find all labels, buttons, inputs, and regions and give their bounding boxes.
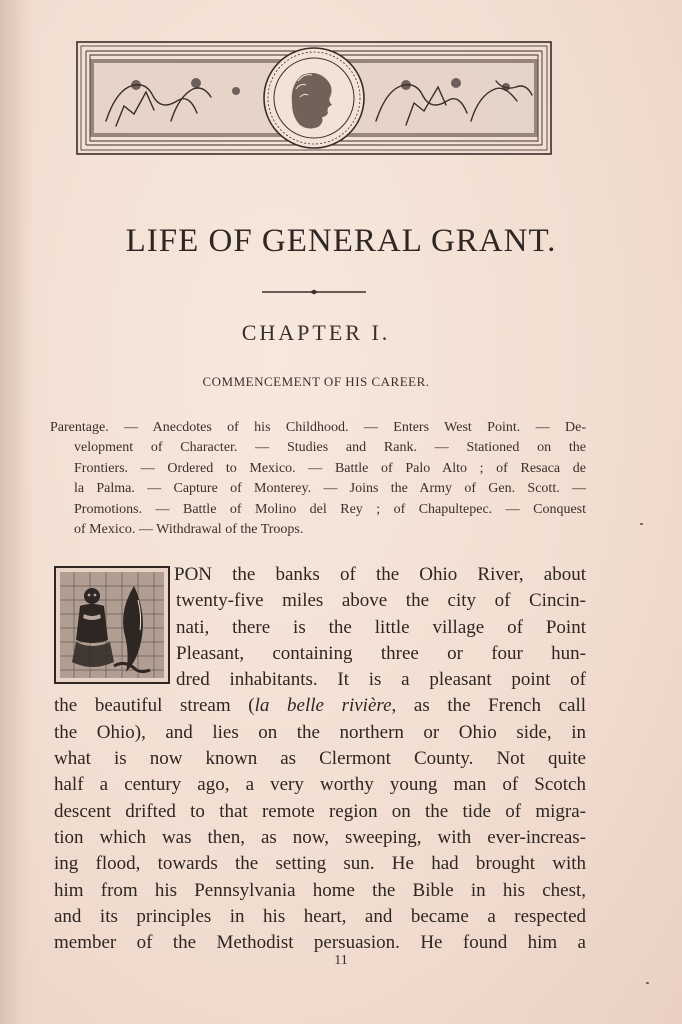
body-line: what is now known as Clermont County. Not quite [54, 748, 586, 770]
paper-speck [640, 523, 643, 525]
title-divider-rule [262, 289, 366, 295]
chapter-subtitle: COMMENCEMENT OF HIS CAREER. [202, 374, 430, 389]
body-line: descent drifted to that remote region on the tide of migra- [54, 800, 586, 822]
chapter-heading: CHAPTER I. [241, 320, 391, 345]
body-line: him from his Pennsylvania home the Bible in his chest, [54, 879, 586, 901]
synopsis-line: Frontiers. — Ordered to Mexico. — Battle of Palo Alto ; of Resaca de [74, 460, 586, 476]
body-line: dred inhabitants. It is a pleasant point of [176, 669, 586, 691]
page-gutter-shadow [0, 0, 34, 1024]
page-number: 11 [334, 953, 348, 968]
body-line: tion which was then, as now, sweeping, with ever-increas- [54, 826, 586, 848]
body-line: nati, there is the little village of Point [176, 616, 586, 638]
paper-speck [646, 982, 649, 984]
body-line: member of the Methodist persuasion. He found him a [54, 932, 586, 954]
synopsis-line: velopment of Character. — Studies and Rank. — Stationed on the [74, 440, 586, 456]
chapter-body-text [54, 562, 586, 956]
synopsis-line: la Palma. — Capture of Monterey. — Joins the Army of Gen. Scott. — [74, 481, 586, 497]
body-line: ing flood, towards the setting sun. He had brought with [54, 853, 586, 875]
synopsis-line: of Mexico. — Withdrawal of the Troops. [74, 522, 304, 538]
body-line: the Ohio), and lies on the northern or Ohio side, in [54, 721, 586, 743]
body-line: twenty-five miles above the city of Cincin- [176, 590, 586, 612]
body-line: half a century ago, a very worthy young man of Scotch [54, 774, 586, 796]
synopsis-line: Parentage. — Anecdotes of his Childhood. — Enters West Point. — De- [50, 420, 586, 435]
body-line: PON the banks of the Ohio River, about [174, 564, 586, 585]
body-line: and its principles in his heart, and became a respected [54, 905, 586, 927]
italic-phrase: la belle rivière [254, 695, 392, 717]
engraved-headpiece-ornament [76, 41, 552, 155]
body-line: Pleasant, containing three or four hun- [176, 642, 586, 664]
body-line: the beautiful stream (la belle rivière, as the French call [54, 695, 586, 717]
chapter-synopsis [50, 418, 586, 540]
book-title: LIFE OF GENERAL GRANT. [125, 223, 557, 259]
synopsis-line: Promotions. — Battle of Molino del Rey ; of Chapultepec. — Conquest [74, 501, 586, 517]
